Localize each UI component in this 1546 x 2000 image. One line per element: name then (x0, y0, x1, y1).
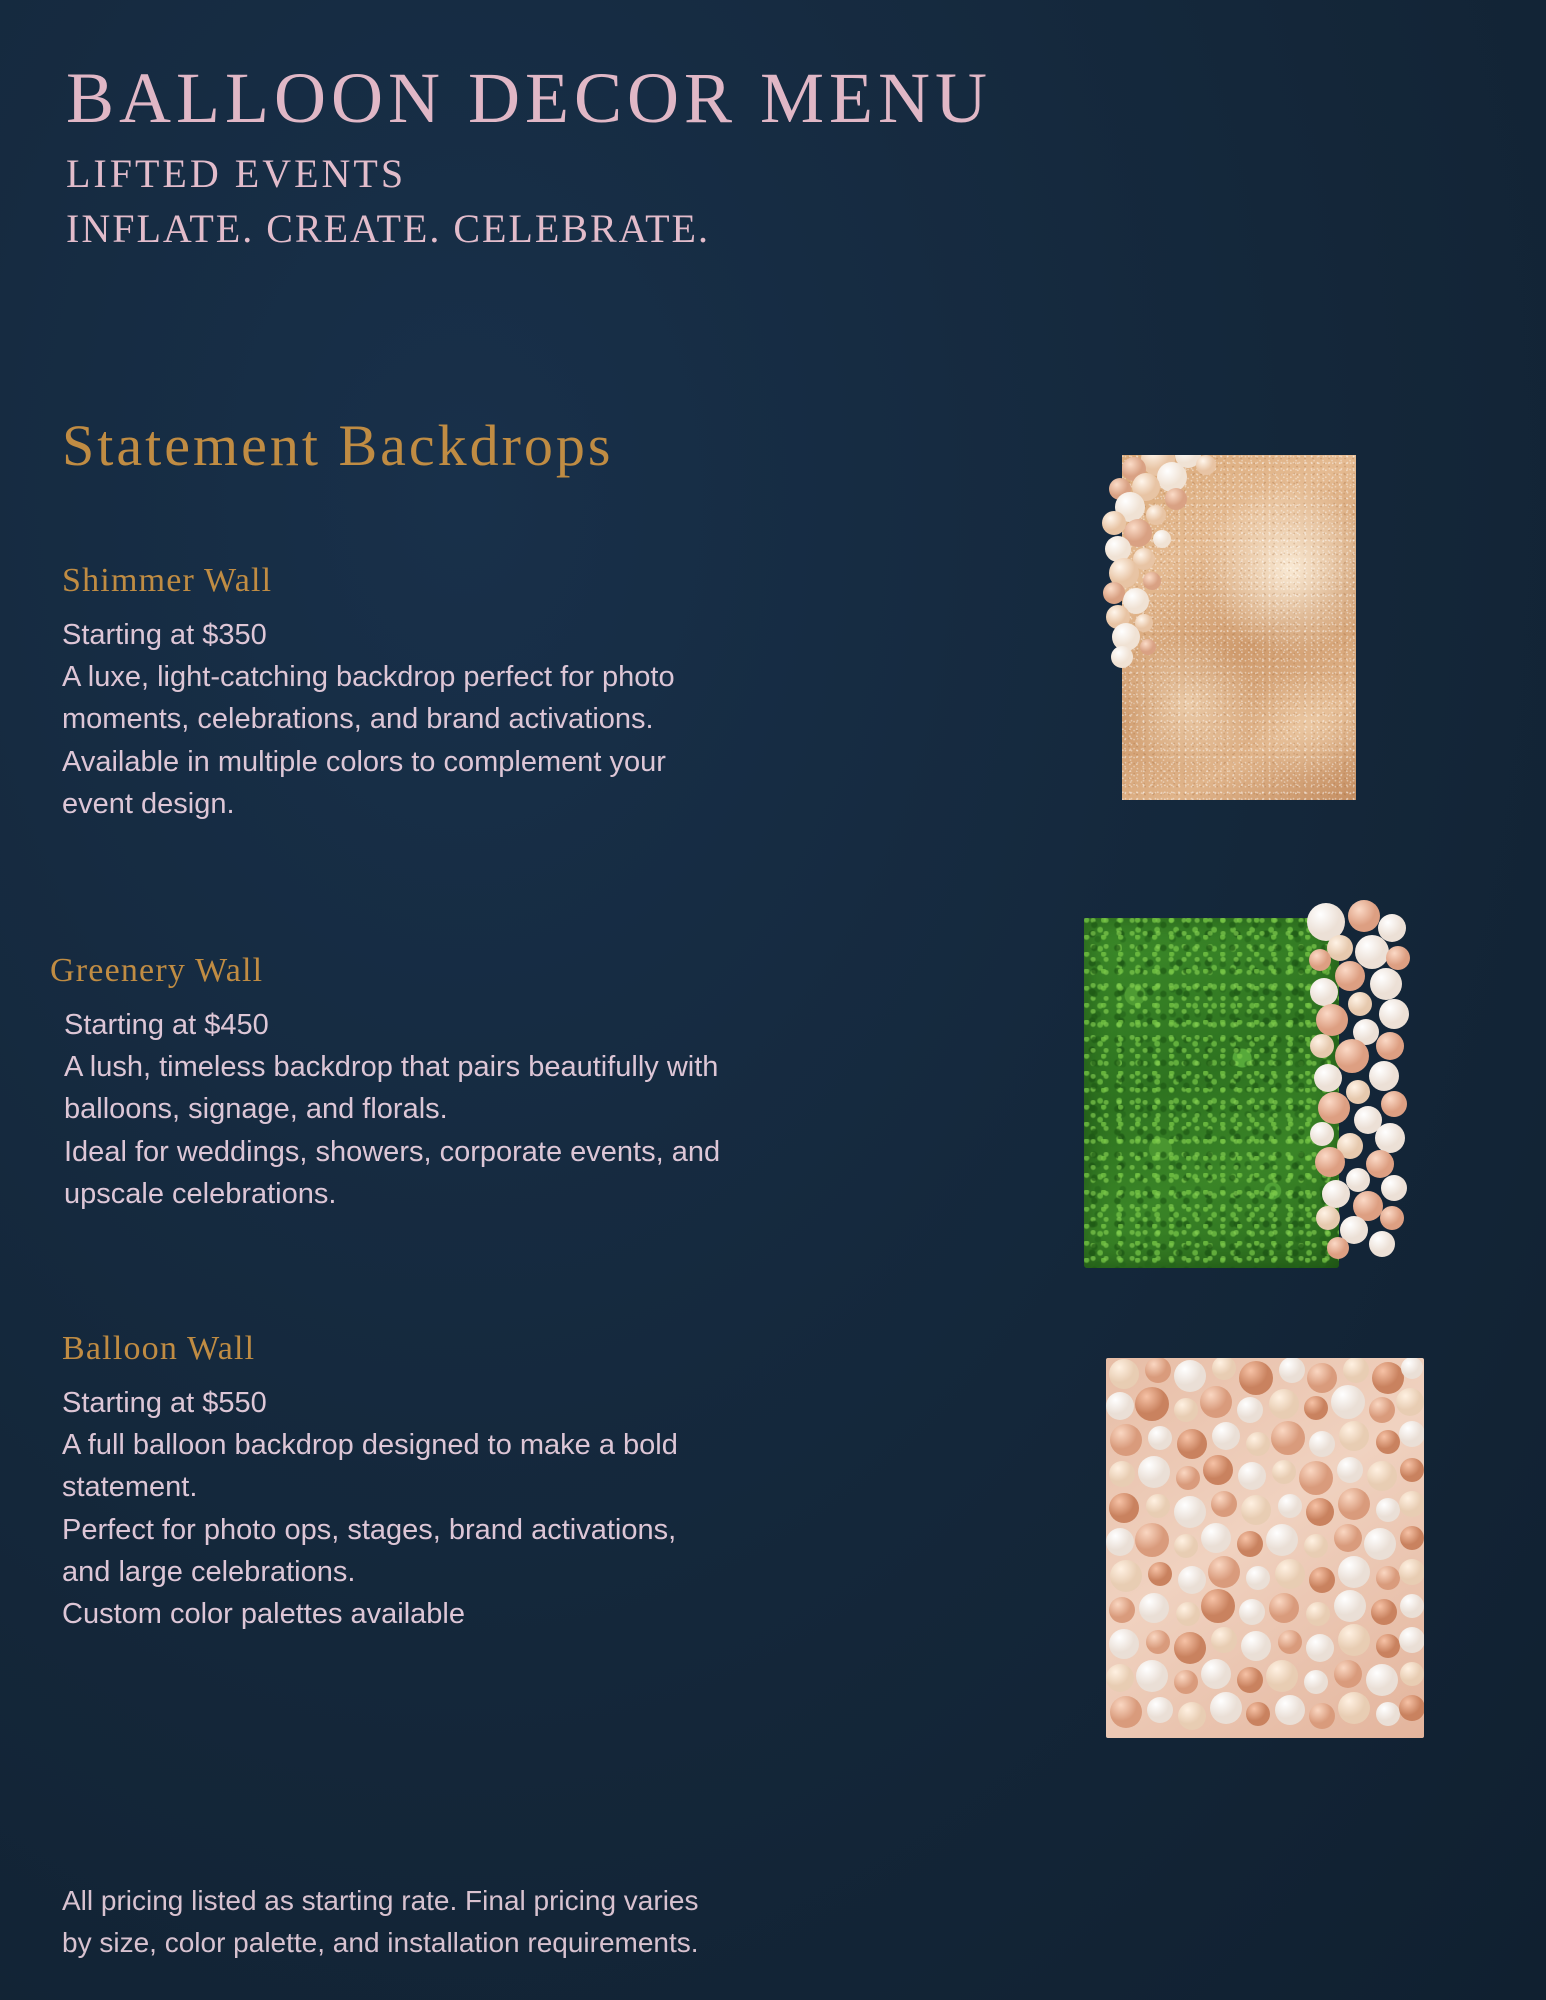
description-line: Perfect for photo ops, stages, brand activations, (62, 1513, 677, 1546)
disclaimer-line: All pricing listed as starting rate. Final pricing varies (62, 1885, 699, 1916)
balloon-garland-corner (1100, 455, 1250, 673)
item-price: Starting at $350 (62, 619, 267, 651)
balloon-garland-side (1294, 900, 1414, 1270)
menu-item-balloon-wall (62, 1330, 942, 1636)
description-line: statement. (62, 1471, 198, 1504)
business-name: LIFTED EVENTS (66, 151, 407, 196)
greenery-wall-photo (1084, 900, 1414, 1270)
item-price: Starting at $450 (64, 1009, 269, 1041)
description-line: and large celebrations. (62, 1556, 356, 1589)
item-title: Shimmer Wall (62, 562, 273, 599)
shimmer-wall-photo (1100, 455, 1356, 800)
item-description (62, 656, 942, 825)
description-line: moments, celebrations, and brand activations. (62, 703, 654, 736)
item-description (64, 1046, 930, 1215)
disclaimer-line: by size, color palette, and installation requirements. (62, 1927, 699, 1958)
description-line: Ideal for weddings, showers, corporate events, and (64, 1135, 721, 1168)
menu-item-greenery-wall (50, 952, 930, 1215)
balloon-wall-cluster (1106, 1358, 1424, 1738)
description-line: Custom color palettes available (62, 1598, 465, 1631)
balloon-wall-photo (1106, 1358, 1424, 1738)
item-title: Greenery Wall (50, 952, 264, 989)
section-heading-statement-backdrops: Statement Backdrops (62, 413, 614, 478)
pricing-disclaimer (62, 1880, 962, 1964)
item-title: Balloon Wall (62, 1330, 256, 1367)
page-header (66, 58, 1166, 256)
description-line: A lush, timeless backdrop that pairs beautifully with (64, 1051, 719, 1084)
item-price: Starting at $550 (62, 1387, 267, 1419)
description-line: event design. (62, 788, 235, 821)
description-line: Available in multiple colors to complement your (62, 745, 666, 778)
description-line: A full balloon backdrop designed to make a bold (62, 1429, 678, 1462)
page-title: BALLOON DECOR MENU (66, 58, 992, 138)
menu-item-shimmer-wall (62, 562, 942, 825)
brand-tagline: INFLATE. CREATE. CELEBRATE. (66, 205, 710, 251)
description-line: A luxe, light-catching backdrop perfect for photo (62, 661, 675, 694)
description-line: balloons, signage, and florals. (64, 1093, 448, 1126)
item-description (62, 1424, 942, 1636)
description-line: upscale celebrations. (64, 1178, 337, 1211)
